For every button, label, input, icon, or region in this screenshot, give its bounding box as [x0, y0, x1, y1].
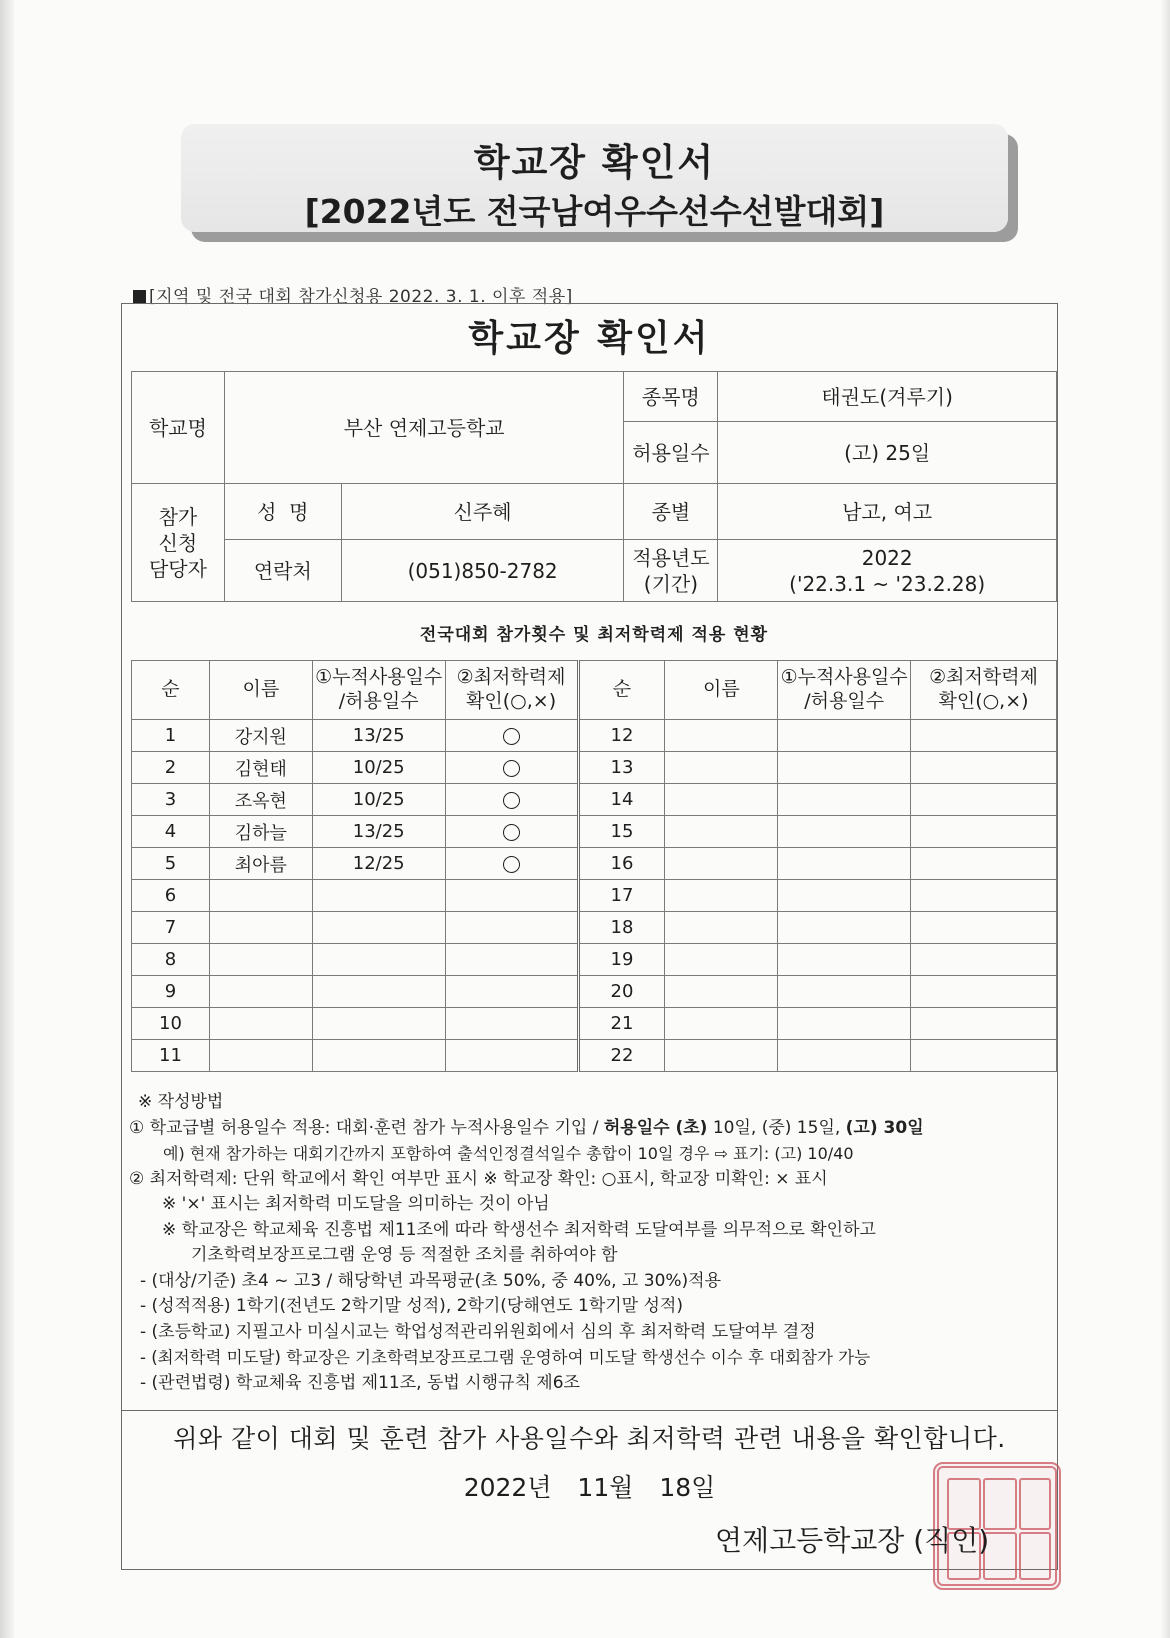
school-label: 학교명: [132, 372, 225, 484]
applicant-info-table: [131, 371, 1057, 602]
year-label-line-2: (기간): [643, 571, 699, 596]
row-no: 4: [132, 816, 210, 848]
table-row: [132, 944, 1057, 976]
instructions: [129, 1090, 1056, 1396]
table-row: [132, 848, 1057, 880]
row-days: [312, 976, 445, 1008]
row-days: [312, 912, 445, 944]
header-days-right: [778, 661, 911, 720]
row-name-right: [665, 976, 778, 1008]
banner-title: 학교장 확인서: [473, 141, 716, 184]
section-divider: [121, 1410, 1058, 1411]
header-check-line-2: 확인(○,×): [466, 690, 557, 712]
row-name: [209, 1040, 312, 1072]
instruction-line-4: ※ '×' 표시는 최저학력 미도달을 의미하는 것이 아님: [162, 1194, 550, 1214]
row-no-right: 15: [578, 816, 665, 848]
allowed-days-value: (고) 25일: [718, 422, 1057, 484]
header-no: 순: [132, 661, 210, 720]
instruction-line-5: ※ 학교장은 학교체육 진흥법 제11조에 따라 학생선수 최저학력 도달여부를 의무적으로 확인하고: [162, 1219, 876, 1240]
form-title: 학교장 확인서: [468, 318, 711, 359]
row-check: [445, 848, 578, 880]
row-days-right: [778, 880, 911, 912]
circle-check-icon: [503, 760, 520, 777]
row-no: 2: [132, 752, 210, 784]
row-days-right: [778, 912, 911, 944]
row-name: [209, 1008, 312, 1040]
row-no-right: 21: [578, 1008, 665, 1040]
row-check: [445, 944, 578, 976]
header-check-right-line-2: 확인(○,×): [938, 690, 1029, 712]
row-name-right: [665, 1040, 778, 1072]
row-name-right: [665, 880, 778, 912]
instruction-line-1: [129, 1116, 1056, 1142]
table-row: [132, 1008, 1057, 1040]
row-no: 5: [132, 848, 210, 880]
row-days-right: [778, 720, 911, 752]
row-check: [445, 1008, 578, 1040]
row-name-right: [665, 944, 778, 976]
category-label: 종별: [624, 484, 718, 540]
row-name-right: [665, 1008, 778, 1040]
signatory: 연제고등학교장 (직인): [715, 1524, 990, 1557]
row-check-right: [911, 752, 1057, 784]
applicability-note-text: [지역 및 전국 대회 참가신청용 2022. 3. 1. 이후 적용]: [149, 287, 573, 307]
row-no-right: 20: [578, 976, 665, 1008]
contact-value: (051)850-2782: [341, 540, 624, 602]
year-value-line-1: 2022: [861, 545, 913, 570]
header-days: [312, 661, 445, 720]
header-days-line-1: ①누적사용일수: [315, 666, 443, 689]
table-row: [132, 912, 1057, 944]
row-check: [445, 720, 578, 752]
row-check-right: [911, 976, 1057, 1008]
manager-label-line-3: 담당자: [148, 556, 207, 581]
row-days: [312, 1008, 445, 1040]
year-value-line-2: ('22.3.1 ~ '23.2.28): [789, 571, 986, 596]
manager-label-line-2: 신청: [158, 530, 198, 555]
header-no-right: 순: [578, 661, 665, 720]
instruction-line-2: 예) 현재 참가하는 대회기간까지 포함하여 출석인정결석일수 총합이 10일 경우 ⇨ 표기: (고) 10/40: [163, 1144, 854, 1163]
event-name: 태권도(겨루기): [718, 372, 1057, 422]
row-check: [445, 816, 578, 848]
row-days: 13/25: [312, 816, 445, 848]
circle-check-icon: [503, 824, 520, 841]
row-days: 10/25: [312, 784, 445, 816]
row-check: [445, 784, 578, 816]
row-name-right: [665, 848, 778, 880]
row-name: [209, 976, 312, 1008]
row-days: 13/25: [312, 720, 445, 752]
header-banner: [181, 124, 1008, 232]
header-check-line-1: ②최저학력제: [456, 666, 566, 689]
row-check-right: [911, 848, 1057, 880]
row-no: 7: [132, 912, 210, 944]
allowed-days-label: 허용일수: [624, 422, 718, 484]
row-name: 김현태: [209, 752, 312, 784]
row-days-right: [778, 816, 911, 848]
row-name-right: [665, 784, 778, 816]
row-check-right: [911, 880, 1057, 912]
row-no-right: 22: [578, 1040, 665, 1072]
row-days: [312, 880, 445, 912]
row-no: 8: [132, 944, 210, 976]
banner-subtitle: [2022년도 전국남여우수선수선발대회]: [304, 192, 885, 231]
row-name-right: [665, 912, 778, 944]
header-check-right: [911, 661, 1057, 720]
row-check-right: [911, 944, 1057, 976]
instruction-line-1c: 10일, (중) 15일,: [707, 1117, 846, 1138]
school-name: 부산 연제고등학교: [224, 372, 624, 484]
header-name-right: 이름: [665, 661, 778, 720]
row-days-right: [778, 976, 911, 1008]
issue-date: 2022년 11월 18일: [463, 1473, 716, 1502]
row-name: 강지원: [209, 720, 312, 752]
instruction-line-9: - (초등학교) 지필고사 미실시교는 학업성적관리위원회에서 심의 후 최저학력 도달여부 결정: [140, 1321, 816, 1342]
row-days: [312, 1040, 445, 1072]
confirmation-statement: 위와 같이 대회 및 훈련 참가 사용일수와 최저학력 관련 내용을 확인합니다.: [173, 1424, 1006, 1453]
row-check-right: [911, 912, 1057, 944]
row-check-right: [911, 1008, 1057, 1040]
row-name: 조옥현: [209, 784, 312, 816]
roster-table: [131, 660, 1057, 1072]
row-check: [445, 880, 578, 912]
row-no-right: 13: [578, 752, 665, 784]
row-name-right: [665, 720, 778, 752]
row-no: 11: [132, 1040, 210, 1072]
instruction-line-10: - (최저학력 미도달) 학교장은 기초학력보장프로그램 운영하여 미도달 학생선수 이수 후 대회참가 가능: [140, 1348, 871, 1367]
name-label: 성 명: [224, 484, 341, 540]
row-check-right: [911, 1040, 1057, 1072]
row-check: [445, 1040, 578, 1072]
contact-label: 연락처: [224, 540, 341, 602]
instruction-line-11: - (관련법령) 학교체육 진흥법 제11조, 동법 시행규칙 제6조: [140, 1372, 580, 1393]
row-days: [312, 944, 445, 976]
row-name-right: [665, 816, 778, 848]
row-days: 12/25: [312, 848, 445, 880]
row-no-right: 17: [578, 880, 665, 912]
circle-check-icon: [503, 728, 520, 745]
row-no: 3: [132, 784, 210, 816]
row-no-right: 12: [578, 720, 665, 752]
circle-check-icon: [503, 856, 520, 873]
header-check-right-line-1: ②최저학력제: [929, 666, 1038, 689]
row-name: 김하늘: [209, 816, 312, 848]
table-row: [132, 720, 1057, 752]
header-days-line-2: /허용일수: [338, 690, 419, 712]
row-no-right: 19: [578, 944, 665, 976]
row-days-right: [778, 752, 911, 784]
row-no: 1: [132, 720, 210, 752]
square-bullet-icon: [133, 290, 146, 303]
row-check-right: [911, 784, 1057, 816]
row-check: [445, 752, 578, 784]
row-no: 10: [132, 1008, 210, 1040]
paper-right-edge: [1160, 0, 1170, 1638]
table-row: [132, 976, 1057, 1008]
table-row: [132, 880, 1057, 912]
row-check-right: [911, 720, 1057, 752]
row-check: [445, 976, 578, 1008]
row-days-right: [778, 1008, 911, 1040]
instruction-line-1b: 허용일수 (초): [603, 1117, 708, 1138]
row-no-right: 14: [578, 784, 665, 816]
instruction-line-1a: ① 학교급별 허용일수 적용: 대회·훈련 참가 누적사용일수 기입 /: [129, 1117, 604, 1138]
row-no: 6: [132, 880, 210, 912]
row-days-right: [778, 944, 911, 976]
row-name: [209, 912, 312, 944]
instructions-heading: ※ 작성방법: [138, 1092, 224, 1112]
event-label: 종목명: [624, 372, 718, 422]
row-check: [445, 912, 578, 944]
manager-label: [132, 484, 225, 602]
row-check-right: [911, 816, 1057, 848]
header-days-right-line-1: ①누적사용일수: [780, 666, 908, 689]
year-value: [718, 540, 1057, 602]
table-row: [132, 752, 1057, 784]
roster-body: [132, 720, 1057, 1072]
row-days-right: [778, 1040, 911, 1072]
instruction-line-3: ② 최저학력제: 단위 학교에서 확인 여부만 표시 ※ 학교장 확인: ○표시, 학교장 미확인: × 표시: [129, 1168, 828, 1189]
circle-check-icon: [503, 792, 520, 809]
instruction-line-6: 기초학력보장프로그램 운영 등 적절한 조치를 취하여야 함: [191, 1245, 618, 1265]
instruction-line-8: - (성적적용) 1학기(전년도 2학기말 성적), 2학기(당해연도 1학기말 성적): [140, 1296, 683, 1316]
manager-label-line-1: 참가: [158, 504, 198, 529]
year-label: [624, 540, 718, 602]
year-label-line-1: 적용년도: [632, 545, 710, 570]
row-days-right: [778, 848, 911, 880]
row-days-right: [778, 784, 911, 816]
row-name: 최아름: [209, 848, 312, 880]
row-no: 9: [132, 976, 210, 1008]
table-row: [132, 1040, 1057, 1072]
row-no-right: 18: [578, 912, 665, 944]
row-name: [209, 944, 312, 976]
header-days-right-line-2: /허용일수: [804, 690, 885, 712]
paper-left-edge: [0, 0, 14, 1638]
section-title: 전국대회 참가횟수 및 최저학력제 적용 현황: [419, 625, 769, 645]
row-days: 10/25: [312, 752, 445, 784]
row-no-right: 16: [578, 848, 665, 880]
instruction-line-1d: (고) 30일: [845, 1117, 924, 1138]
row-name: [209, 880, 312, 912]
header-name: 이름: [209, 661, 312, 720]
header-check: [445, 661, 578, 720]
manager-name: 신주혜: [341, 484, 624, 540]
category-value: 남고, 여고: [718, 484, 1057, 540]
table-row: [132, 816, 1057, 848]
table-row: [132, 784, 1057, 816]
row-name-right: [665, 752, 778, 784]
instruction-line-7: - (대상/기준) 초4 ~ 고3 / 해당학년 과목평균(초 50%, 중 40%, 고 30%)적용: [140, 1270, 722, 1291]
